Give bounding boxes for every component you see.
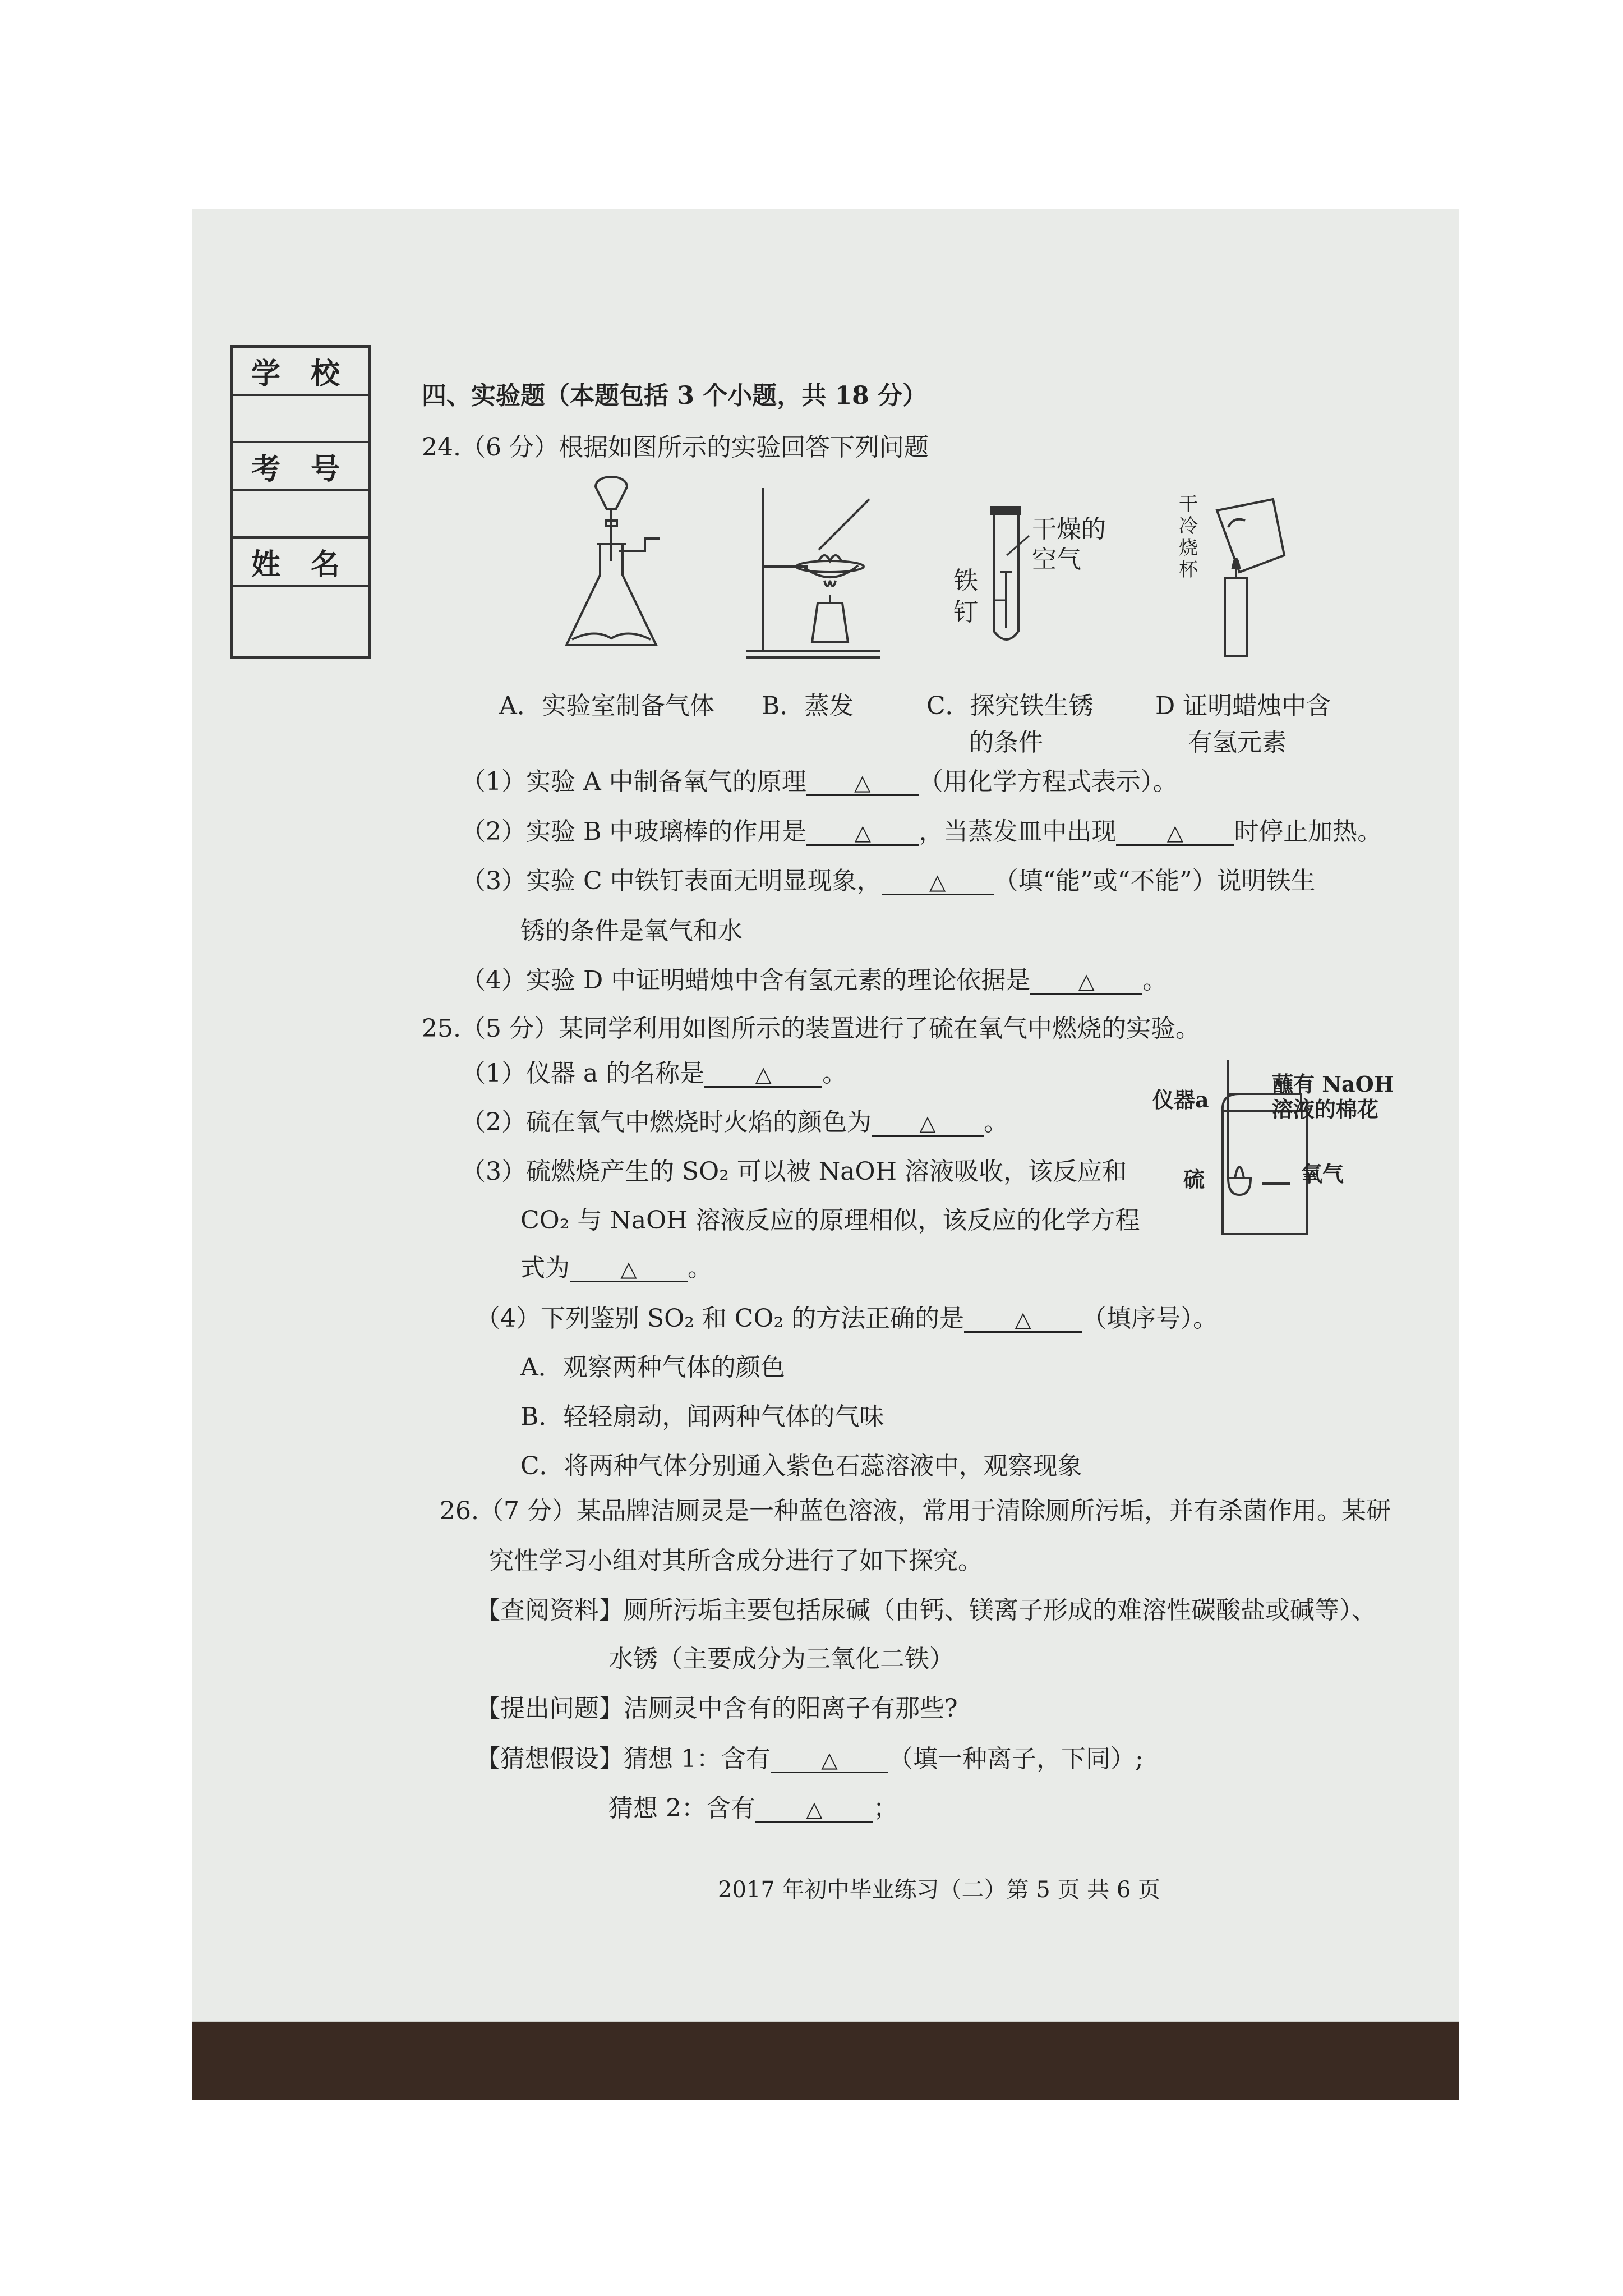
q24-s3: （3）实验 C 中铁钉表面无明显现象， △ （填“能”或“不能”）说明铁生	[461, 867, 1316, 895]
q25-s2: （2）硫在氧气中燃烧时火焰的颜色为 △ 。	[461, 1108, 1008, 1137]
q24-s4-blank[interactable]: △	[1030, 968, 1142, 995]
q26-hyp2-blank[interactable]: △	[755, 1796, 873, 1823]
exam-number-field	[233, 491, 368, 539]
q24-s3-blank[interactable]: △	[882, 869, 994, 895]
fig-q25-instrument-label: 仪器a	[1152, 1087, 1209, 1112]
fig-q25-sulfur-label: 硫	[1183, 1167, 1205, 1192]
q26-stem-line2: 究性学习小组对其所含成分进行了如下探究。	[489, 1547, 983, 1575]
q25-option-b: B．轻轻扇动，闻两种气体的气味	[520, 1402, 884, 1431]
school-field	[233, 396, 368, 443]
q25-s1-blank[interactable]: △	[704, 1061, 822, 1088]
caption-d-line2: 有氢元素	[1188, 728, 1287, 757]
fig-c-iron-label-2: 钉	[953, 598, 978, 627]
q26-reference-line2: 水锈（主要成分为三氧化二铁）	[608, 1645, 954, 1673]
q26-stem-line1: 26.（7 分）某品牌洁厕灵是一种蓝色溶液，常用于清除厕所污垢，并有杀菌作用。某研	[440, 1497, 1391, 1525]
name-field	[233, 587, 368, 634]
q26-hypothesis-1: 【猜想假设】猜想 1：含有 △ （填一种离子，下同）;	[476, 1745, 1144, 1773]
caption-a: A．实验室制备气体	[499, 692, 714, 720]
q24-s1-blank[interactable]: △	[806, 770, 919, 796]
fig-c-dry-label: 干燥的	[1032, 515, 1106, 544]
q25-option-c: C．将两种气体分别通入紫色石蕊溶液中，观察现象	[520, 1452, 1082, 1480]
q26-question: 【提出问题】洁厕灵中含有的阳离子有那些?	[476, 1694, 958, 1723]
fig-q25-naoh-label-1: 蘸有 NaOH	[1272, 1071, 1394, 1097]
q25-s3-blank[interactable]: △	[570, 1256, 688, 1282]
fig-q25-oxygen-label: 氧气	[1301, 1161, 1344, 1186]
caption-b: B．蒸发	[762, 692, 854, 720]
q24-s3-line2: 锈的条件是氧气和水	[520, 917, 743, 945]
fig-q25-naoh-label-2: 溶液的棉花	[1272, 1097, 1379, 1122]
page-footer: 2017 年初中毕业练习（二）第 5 页 共 6 页	[718, 1877, 1160, 1903]
fig-d-beaker-label: 干冷烧杯	[1179, 493, 1198, 582]
q24-stem: 24.（6 分）根据如图所示的实验回答下列问题	[422, 433, 929, 462]
school-label: 学 校	[233, 348, 368, 396]
q26-reference-line1: 【查阅资料】厕所污垢主要包括尿碱（由钙、镁离子形成的难溶性碳酸盐或碱等）、	[476, 1596, 1376, 1625]
fig-c-iron-label-1: 铁	[953, 567, 978, 595]
q25-s3-line1: （3）硫燃烧产生的 SO₂ 可以被 NaOH 溶液吸收，该反应和	[461, 1157, 1127, 1186]
q25-option-a: A．观察两种气体的颜色	[520, 1353, 785, 1382]
caption-d-line1: D 证明蜡烛中含	[1155, 692, 1331, 720]
q26-hyp1-blank[interactable]: △	[771, 1747, 888, 1773]
q24-s2-blank-1[interactable]: △	[806, 820, 919, 846]
figure-a-gas-generation	[561, 477, 667, 662]
name-label: 姓 名	[233, 539, 368, 587]
q25-s4-blank[interactable]: △	[964, 1306, 1082, 1333]
caption-c-line1: C．探究铁生锈	[926, 692, 1094, 720]
q25-s4: （4）下列鉴别 SO₂ 和 CO₂ 的方法正确的是 △ （填序号）。	[476, 1304, 1218, 1333]
exam-number-label: 考 号	[233, 443, 368, 491]
q24-s2: （2）实验 B 中玻璃棒的作用是 △ ，当蒸发皿中出现 △ 时停止加热。	[461, 817, 1382, 846]
fig-c-air-label: 空气	[1032, 545, 1081, 574]
q25-s1: （1）仪器 a 的名称是 △ 。	[461, 1059, 847, 1088]
q24-s4: （4）实验 D 中证明蜡烛中含有氢元素的理论依据是 △ 。	[461, 966, 1168, 995]
q24-s1: （1）实验 A 中制备氧气的原理 △ （用化学方程式表示）。	[461, 767, 1178, 796]
figure-d-candle-beaker	[1200, 494, 1290, 662]
q25-s3-line2: CO₂ 与 NaOH 溶液反应的原理相似，该反应的化学方程	[520, 1206, 1140, 1235]
student-info-box	[230, 345, 371, 659]
caption-c-line2: 的条件	[969, 728, 1043, 757]
q25-s2-blank[interactable]: △	[872, 1110, 984, 1137]
q25-stem: 25.（5 分）某同学利用如图所示的装置进行了硫在氧气中燃烧的实验。	[422, 1014, 1200, 1043]
q25-s3-line3: 式为 △ 。	[520, 1254, 712, 1282]
section-title: 四、实验题（本题包括 3 个小题，共 18 分）	[422, 381, 928, 410]
q26-hypothesis-2: 猜想 2：含有 △ ；	[608, 1794, 898, 1823]
figure-b-evaporation	[740, 482, 886, 662]
q24-s2-blank-2[interactable]: △	[1116, 820, 1234, 846]
